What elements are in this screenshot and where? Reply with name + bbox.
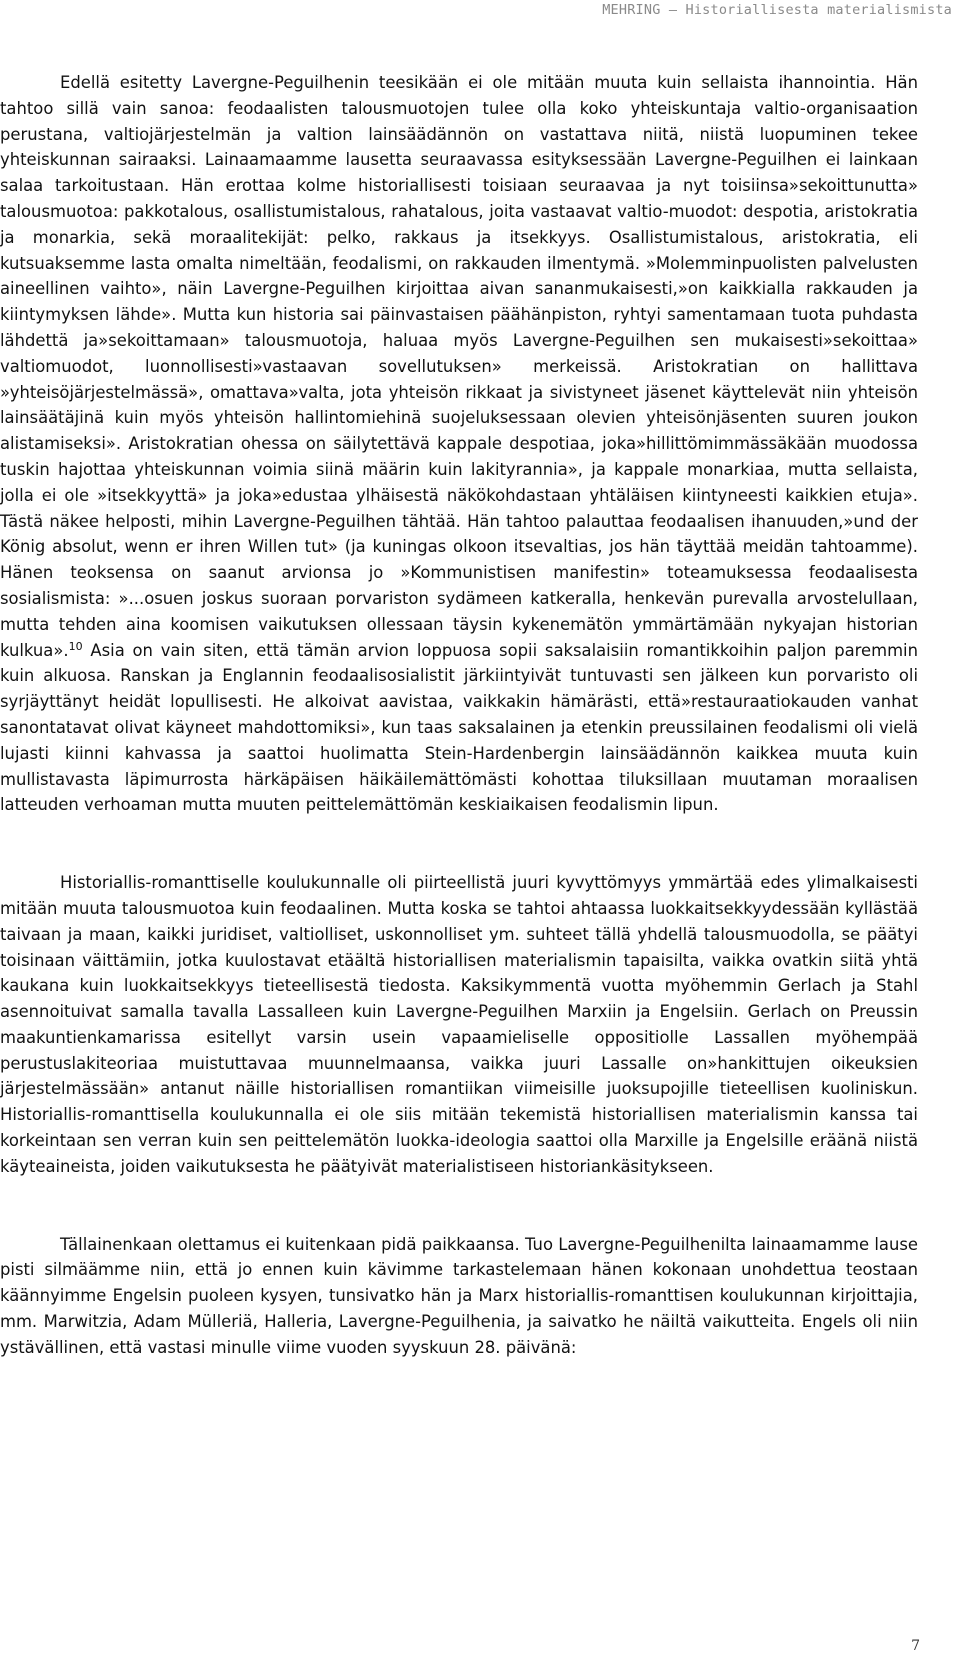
paragraph-1-text-continued: Asia on vain siten, että tämän arvion loppuosa sopii saksalaisiin romantikkoihin paljon paremmin kuin alkuosa. Ranskan ja Englannin feodaalisosialistit järkiintyivät tuntuvasti sen jälkeen kun porvaristo oli syrjäyttänyt heidät lopullisesti. He alkoivat aavistaa, vaikkakin hämärästi, että»restauraatiokauden vanhat sanontatavat olivat käyneet mahdottomiksi», kun taas saksalainen ja etenkin preussilainen feodalismi oli vielä lujasti kiinni kahvassa ja saattoi huolimatta Stein-Hardenbergin lainsäädännön kaikkea muuta kuin mullistavasta läpimurrosta härkäpäisen häikäilemättömästi kohottaa tiluksillaan muutaman moraalisen latteuden verhoaman mutta muuten peittelemättömän keskiaikaisen feodalismin lipun.	[0, 640, 918, 815]
paragraph-1	[0, 70, 918, 818]
paragraph-3: Tällainenkaan olettamus ei kuitenkaan pidä paikkaansa. Tuo Lavergne-Peguilhenilta lainaamamme lause pisti silmäämme niin, että jo ennen kuin kävimme tarkastelemaan hänen kokonaan unohdettua teostaan käännyimme Engelsin puoleen kysyen, tunsivatko hän ja Marx historiallis-romanttisen koulukunnan kirjoittajia, mm. Marwitzia, Adam Mülleriä, Halleria, Lavergne-Peguilhenia, ja saivatko he näiltä vaikutteita. Engels oli niin ystävällinen, että vastasi minulle viime vuoden syyskuun 28. päivänä:	[0, 1234, 918, 1357]
paragraph-1-text: Edellä esitetty Lavergne-Peguilhenin teesikään ei ole mitään muuta kuin sellaista ihannointia. Hän tahtoo sillä vain sanoa: feodaalisten talousmuotojen tulee olla koko yhteiskuntaja valtio-organisaation perustana, valtiojärjestelmän ja valtion lainsäädännön on vastattava niitä, niistä luopuminen tekee yhteiskunnan sairaaksi. Lainaamaamme lausetta seuraavassa esityksessään Lavergne-Peguilhen ei lainkaan salaa tarkoitustaan. Hän erottaa kolme historiallisesti toisiaan seuraavaa ja nyt toisiinsa»sekoittunutta» talousmuotoa: pakkotalous, osallistumistalous, rahatalous, joita vastaavat valtio-muodot: despotia, aristokratia ja monarkia, sekä moraalitekijät: pelko, rakkaus ja itsekkyys. Osallistumistalous, aristokratia, eli kutsuaksemme lasta omalta nimeltään, feodalismi, on rakkauden ilmentymä. »Molemminpuolisten palvelusten aineellinen vaihto», näin Lavergne-Peguilhen kirjoittaa aivan sananmukaisesti,»on kaikkialla rakkauden ja kiintymyksen lähde». Mutta kun historia sai päinvastaisen päähänpiston, ryhtyi samentamaan tuota puhdasta lähdettä ja»sekoittamaan» talousmuotoja, haluaa myös Lavergne-Peguilhen sen mukaisesti»sekoittaa» valtiomuodot, luonnollisesti»vastaavan sovellutuksen» merkeissä. Aristokratian on hallittava »yhteisöjärjestelmässä», omattava»valta, jota yhteisön rikkaat ja sivistyneet jäsenet käyttelevät niin yhteisön lainsäätäjinä kuin myös yhteisön hallintomiehinä suojeluksessaan olevien yhteisönjäsenten suuren joukon alistamiseksi». Aristokratian ohessa on säilytettävä kappale despotiaa, joka»hillittömimmässäkään muodossa tuskin hajottaa yhteiskunnan voimia siinä määrin kuin lakityrannia», ja kappale monarkiaa, mutta sellaista, jolla ei ole »itsekkyyttä» ja joka»edustaa ylhäisestä näkökohdastaan yhtäläisen kiintyneesti kaikkien etuja». Tästä näkee helposti, mihin Lavergne-Peguilhen tähtää. Hän tahtoo palauttaa feodaalisen ihanuuden,»und der König absolut, wenn er ihren Willen tut» (ja kuningas olkoon itsevaltias, jos hän täyttää meidän tahtoamme). Hänen teoksensa on saanut arvionsa jo »Kommunistisen manifestin» toteamuksessa feodaalisesta sosialismista: »...osuen joskus suoraan porvariston sydämeen katkeralla, henkevän purevalla arvostelullaan, mutta tehden aina koomisen vaikutuksen ollessaan täysin kykenemätön ymmärtämään nykyajan historian kulkua».	[0, 73, 918, 660]
running-header: MEHRING – Historiallisesta materialismista	[602, 2, 952, 18]
body-text	[0, 70, 918, 1361]
paragraph-2: Historiallis-romanttiselle koulukunnalle oli piirteellistä juuri kyvyttömyys ymmärtää edes ylimalkaisesti mitään muuta talousmuotoa kuin feodaalinen. Mutta koska se tahtoi ahtaassa luokkaitsekkyydessään kyllästää taivaan ja maan, kaikki juridiset, valtiolliset, uskonnolliset ym. suhteet tällä yhdellä talousmuodolla, se päätyi toisinaan väittämiin, jotka kuulostavat etäältä historiallisen materialismin tapaisilta, vaikka ovatkin siitä yhtä kaukana kuin luokkaitsekkyys tieteellisestä tiedosta. Kaksikymmentä vuotta myöhemmin Gerlach ja Stahl asennoituivat samalla tavalla Lassalleen kuin Lavergne-Peguilhen Marxiin ja Engelsiin. Gerlach on Preussin maakuntienkamarissa esitellyt varsin usein vapaamieliselle oppositiolle Lassallen myöhempää perustuslakiteoriaa muistuttavaa muunnelmaansa, vaikka juuri Lassalle on»hankittujen oikeuksien järjestelmässään» antanut näille historiallisen romantiikan viimeisille juoksupojille tieteellisen kuoliniskun. Historiallis-romanttisella koulukunnalla ei ole siis mitään tekemistä historiallisen materialismin kanssa tai korkeintaan sen verran kuin sen peittelemätön luokka-ideologia saattoi olla Marxille ja Engelsille eräänä niistä käyteaineista, joiden vaikutuksesta he päätyivät materialistiseen historiankäsitykseen.	[0, 873, 918, 1176]
page-number: 7	[911, 1638, 920, 1654]
footnote-reference[interactable]: 10	[68, 639, 83, 653]
